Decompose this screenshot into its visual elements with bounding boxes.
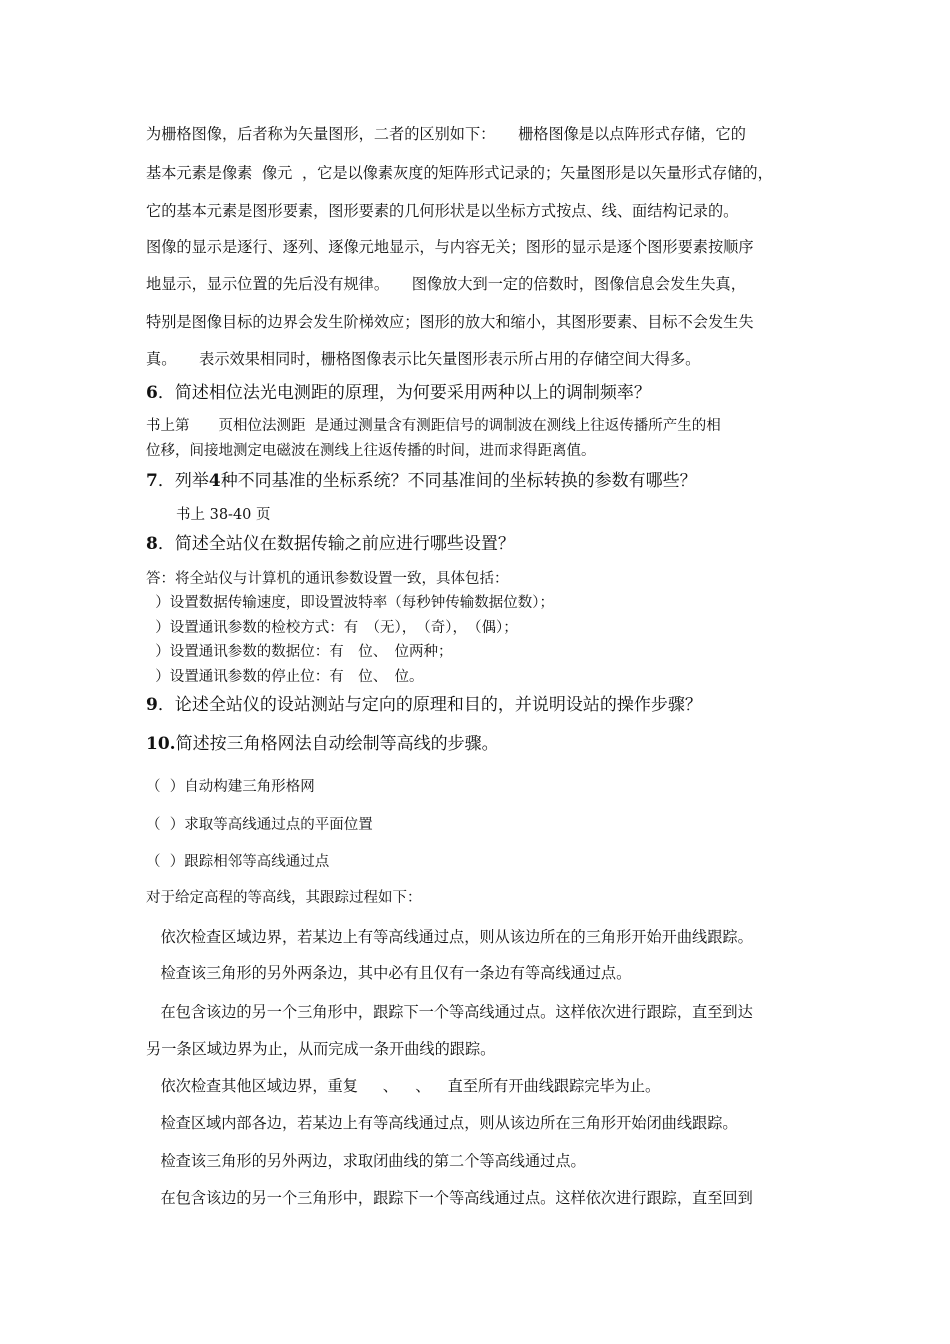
question-7: 7．列举4种不同基准的坐标系统？不同基准间的坐标转换的参数有哪些？ <box>146 471 697 491</box>
para5-line: 真。 表示效果相同时，栅格图像表示比矢量图形表示所占用的存储空间大得多。 <box>146 350 701 368</box>
step-item: （ ）跟踪相邻等高线通过点 <box>146 854 330 870</box>
question-number: 10. <box>146 734 176 754</box>
trace-line: 在包含该边的另一个三角形中，跟踪下一个等高线通过点。这样依次进行跟踪，直至到达 <box>146 1003 753 1021</box>
trace-line: 检查该三角形的另外两边，求取闭曲线的第二个等高线通过点。 <box>146 1152 586 1170</box>
trace-line: 检查该三角形的另外两条边，其中必有且仅有一条边有等高线通过点。 <box>146 964 632 982</box>
trace-line: 在包含该边的另一个三角形中，跟踪下一个等高线通过点。这样依次进行跟踪，直至回到 <box>146 1189 753 1207</box>
question-number: 7 <box>146 471 158 491</box>
trace-intro: 对于给定高程的等高线，其跟踪过程如下： <box>146 890 422 906</box>
step-item: （ ）求取等高线通过点的平面位置 <box>146 817 373 833</box>
question-number: 9 <box>146 695 158 715</box>
trace-line: 检查区域内部各边，若某边上有等高线通过点，则从该边所在三角形开始闭曲线跟踪。 <box>146 1114 738 1132</box>
para5-line: 基本元素是像素 像元 ，它是以像素灰度的矩阵形式记录的；矢量图形是以矢量形式存储的， <box>146 164 773 182</box>
step-item: （ ）自动构建三角形格网 <box>146 779 315 795</box>
answer-8-line: ）设置数据传输速度，即设置波特率（每秒钟传输数据位数）； <box>146 595 554 611</box>
answer-6-line: 书上第 页相位法测距 是通过测量含有测距信号的调制波在测线上往返传播所产生的相 <box>146 418 721 434</box>
question-number: 6 <box>146 383 158 403</box>
para5-line: 地显示，显示位置的先后没有规律。 图像放大到一定的倍数时，图像信息会发生失真， <box>146 275 746 293</box>
question-6 <box>146 383 651 403</box>
question-8 <box>146 534 515 554</box>
question-text: ．论述全站仪的设站测站与定向的原理和目的，并说明设站的操作步骤？ <box>157 695 702 715</box>
answer-8-line: ）设置通讯参数的停止位：有 位、 位。 <box>146 669 424 685</box>
question-text: 简述按三角格网法自动绘制等高线的步骤。 <box>175 734 499 754</box>
trace-line: 依次检查其他区域边界，重复 、 、 直至所有开曲线跟踪完毕为止。 <box>146 1077 661 1095</box>
para5-line: 图像的显示是逐行、逐列、逐像元地显示，与内容无关；图形的显示是逐个图形要素按顺序 <box>146 238 754 256</box>
question-text: ．简述相位法光电测距的原理，为何要采用两种以上的调制频率？ <box>157 383 651 403</box>
question-text: 种不同基准的坐标系统？不同基准间的坐标转换的参数有哪些？ <box>220 471 697 491</box>
question-9 <box>146 695 702 715</box>
question-10 <box>146 734 499 754</box>
answer-6-line: 位移，间接地测定电磁波在测线上往返传播的时间，进而求得距离值。 <box>146 443 596 459</box>
trace-line: 另一条区域边界为止，从而完成一条开曲线的跟踪。 <box>146 1040 496 1058</box>
para5-line: 特别是图像目标的边界会发生阶梯效应；图形的放大和缩小，其图形要素、目标不会发生失 <box>146 313 754 331</box>
answer-8-line: 答：将全站仪与计算机的通讯参数设置一致，具体包括： <box>146 571 509 587</box>
para5-line: 它的基本元素是图形要素，图形要素的几何形状是以坐标方式按点、线、面结构记录的。 <box>146 202 739 220</box>
para5-line: 为栅格图像，后者称为矢量图形，二者的区别如下： 栅格图像是以点阵形式存储，它的 <box>146 125 746 143</box>
trace-line: 依次检查区域边界，若某边上有等高线通过点，则从该边所在的三角形开始开曲线跟踪。 <box>146 928 753 946</box>
answer-7: 书上 38-40 页 <box>176 507 271 523</box>
question-text: ．简述全站仪在数据传输之前应进行哪些设置？ <box>157 534 515 554</box>
question-number: 8 <box>146 534 158 554</box>
answer-8-line: ）设置通讯参数的数据位：有 位、 位两种； <box>146 644 453 660</box>
answer-8-line: ）设置通讯参数的检校方式：有 （无）， （奇）， （偶）； <box>146 620 518 636</box>
